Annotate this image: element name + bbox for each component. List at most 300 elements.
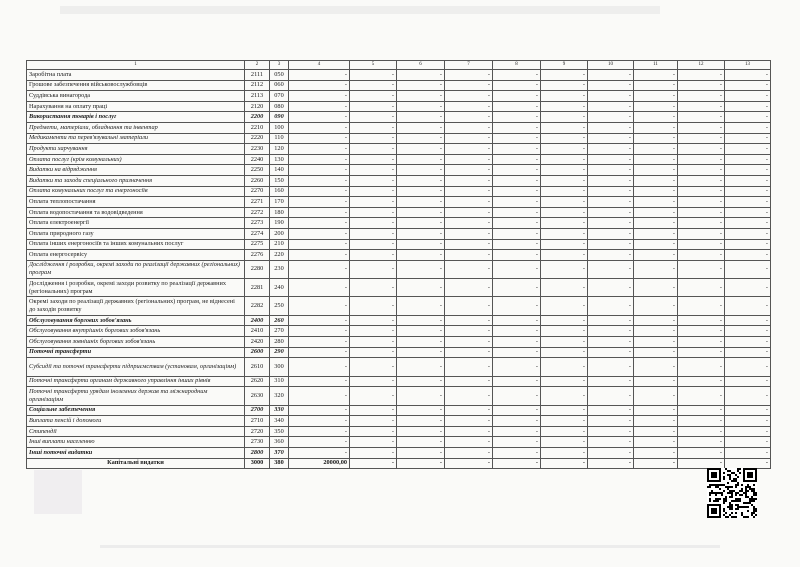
row-name: Нарахування на оплату праці	[27, 101, 245, 112]
value-cell: -	[493, 70, 541, 81]
value-cell: -	[397, 347, 445, 358]
value-cell: -	[289, 297, 350, 315]
expenditure-table	[26, 60, 771, 469]
value-cell: -	[289, 197, 350, 208]
value-cell: -	[350, 279, 397, 297]
value-cell: -	[634, 122, 678, 133]
table-row	[27, 154, 771, 165]
row-name: Оплата природного газу	[27, 228, 245, 239]
value-cell: -	[725, 112, 771, 123]
value-cell: -	[588, 326, 634, 337]
table-row	[27, 70, 771, 81]
value-cell: -	[350, 358, 397, 376]
table-row	[27, 260, 771, 278]
value-cell: -	[588, 437, 634, 448]
line-code: 080	[270, 101, 289, 112]
value-cell: -	[588, 458, 634, 469]
row-name: Поточні трансферти органам державного управління інших рівнів	[27, 376, 245, 387]
value-cell: -	[725, 337, 771, 348]
value-cell: -	[289, 70, 350, 81]
kekv-code: 2250	[245, 165, 270, 176]
table-row	[27, 112, 771, 123]
value-cell: -	[541, 228, 588, 239]
value-cell: -	[445, 260, 493, 278]
value-cell: -	[634, 437, 678, 448]
column-number: 11	[634, 61, 678, 70]
value-cell: -	[493, 315, 541, 326]
value-cell: -	[445, 175, 493, 186]
line-code: 260	[270, 315, 289, 326]
value-cell: -	[634, 91, 678, 102]
value-cell: -	[634, 154, 678, 165]
kekv-code: 2720	[245, 426, 270, 437]
table-row	[27, 144, 771, 155]
value-cell: -	[445, 144, 493, 155]
value-cell: -	[350, 186, 397, 197]
faded-stamp	[34, 470, 82, 514]
value-cell: -	[725, 91, 771, 102]
value-cell: -	[493, 376, 541, 387]
row-name: Використання товарів і послуг	[27, 112, 245, 123]
value-cell: -	[397, 260, 445, 278]
value-cell: -	[445, 337, 493, 348]
row-name: Продукти харчування	[27, 144, 245, 155]
value-cell: -	[397, 175, 445, 186]
value-cell: -	[588, 133, 634, 144]
value-cell: -	[541, 207, 588, 218]
value-cell: -	[634, 297, 678, 315]
value-cell: -	[289, 80, 350, 91]
value-cell: -	[445, 133, 493, 144]
value-cell: -	[541, 416, 588, 427]
value-cell: -	[725, 260, 771, 278]
value-cell: -	[725, 228, 771, 239]
value-cell: -	[634, 218, 678, 229]
value-cell: -	[541, 447, 588, 458]
value-cell: -	[588, 387, 634, 405]
value-cell: -	[588, 144, 634, 155]
value-cell: -	[493, 447, 541, 458]
kekv-code: 2730	[245, 437, 270, 448]
row-name: Оплата водопостачання та водовідведення	[27, 207, 245, 218]
value-cell: -	[445, 218, 493, 229]
value-cell: -	[678, 458, 725, 469]
row-name: Обслуговування внутрішніх боргових зобов'язань	[27, 326, 245, 337]
kekv-code: 2210	[245, 122, 270, 133]
value-cell: -	[541, 218, 588, 229]
value-cell: -	[678, 70, 725, 81]
value-cell: -	[725, 447, 771, 458]
value-cell: -	[289, 405, 350, 416]
value-cell: -	[289, 437, 350, 448]
value-cell: -	[493, 207, 541, 218]
value-cell: -	[725, 175, 771, 186]
value-cell: -	[541, 387, 588, 405]
value-cell: -	[289, 186, 350, 197]
value-cell: -	[397, 376, 445, 387]
value-cell: -	[397, 122, 445, 133]
value-cell: -	[289, 326, 350, 337]
value-cell: -	[634, 376, 678, 387]
value-cell: -	[725, 207, 771, 218]
line-code: 310	[270, 376, 289, 387]
row-name: Видатки та заходи спеціального призначення	[27, 175, 245, 186]
value-cell: -	[634, 260, 678, 278]
table-row	[27, 91, 771, 102]
value-cell: -	[678, 218, 725, 229]
value-cell: -	[634, 337, 678, 348]
value-cell: -	[541, 437, 588, 448]
value-cell: -	[350, 405, 397, 416]
kekv-code: 2120	[245, 101, 270, 112]
kekv-code: 2272	[245, 207, 270, 218]
value-cell: -	[634, 207, 678, 218]
value-cell: -	[678, 165, 725, 176]
table-row	[27, 447, 771, 458]
value-cell: -	[397, 458, 445, 469]
value-cell: -	[445, 207, 493, 218]
value-cell: -	[493, 197, 541, 208]
table-row	[27, 426, 771, 437]
value-cell: -	[493, 358, 541, 376]
line-code: 210	[270, 239, 289, 250]
value-cell: -	[725, 458, 771, 469]
value-cell: -	[397, 250, 445, 261]
value-cell: -	[493, 405, 541, 416]
value-cell: -	[493, 387, 541, 405]
table-row	[27, 326, 771, 337]
value-cell: -	[678, 347, 725, 358]
value-cell: -	[493, 250, 541, 261]
line-code: 170	[270, 197, 289, 208]
kekv-code: 2271	[245, 197, 270, 208]
value-cell: -	[445, 447, 493, 458]
value-cell: -	[445, 250, 493, 261]
value-cell: -	[678, 376, 725, 387]
value-cell: -	[634, 186, 678, 197]
row-name: Соціальне забезпечення	[27, 405, 245, 416]
value-cell: -	[678, 239, 725, 250]
table-row	[27, 197, 771, 208]
value-cell: -	[289, 91, 350, 102]
value-cell: -	[588, 207, 634, 218]
value-cell: -	[493, 426, 541, 437]
value-cell: -	[397, 387, 445, 405]
value-cell: -	[634, 239, 678, 250]
value-cell: -	[541, 70, 588, 81]
value-cell: -	[588, 297, 634, 315]
line-code: 200	[270, 228, 289, 239]
row-name: Поточні трансферти урядам іноземних держав та міжнародним організаціям	[27, 387, 245, 405]
value-cell: -	[634, 197, 678, 208]
value-cell: -	[725, 416, 771, 427]
value-cell: -	[678, 337, 725, 348]
value-cell: -	[289, 144, 350, 155]
line-code: 250	[270, 297, 289, 315]
table-row	[27, 458, 771, 469]
value-cell: -	[678, 207, 725, 218]
value-cell: -	[634, 426, 678, 437]
line-code: 070	[270, 91, 289, 102]
row-name: Грошове забезпечення військовослужбовців	[27, 80, 245, 91]
value-cell: -	[350, 144, 397, 155]
kekv-code: 2273	[245, 218, 270, 229]
value-cell: -	[493, 175, 541, 186]
value-cell: -	[588, 80, 634, 91]
value-cell: -	[397, 326, 445, 337]
kekv-code: 2420	[245, 337, 270, 348]
value-cell: -	[678, 122, 725, 133]
line-code: 060	[270, 80, 289, 91]
row-name: Субсидії та поточні трансферти підприємствам (установам, організаціям)	[27, 358, 245, 376]
value-cell: -	[634, 387, 678, 405]
value-cell: -	[541, 122, 588, 133]
value-cell: -	[541, 133, 588, 144]
value-cell: -	[350, 228, 397, 239]
value-cell: -	[445, 80, 493, 91]
value-cell: -	[588, 101, 634, 112]
value-cell: -	[725, 437, 771, 448]
value-cell: -	[541, 101, 588, 112]
line-code: 330	[270, 405, 289, 416]
value-cell: -	[634, 101, 678, 112]
value-cell: -	[634, 228, 678, 239]
value-cell: -	[289, 218, 350, 229]
value-cell: -	[397, 70, 445, 81]
value-cell: -	[634, 250, 678, 261]
line-code: 110	[270, 133, 289, 144]
value-cell: -	[350, 297, 397, 315]
row-name: Інші поточні видатки	[27, 447, 245, 458]
value-cell: -	[397, 239, 445, 250]
value-cell: -	[350, 154, 397, 165]
value-cell: -	[588, 197, 634, 208]
value-cell: -	[350, 122, 397, 133]
table-row	[27, 250, 771, 261]
value-cell: -	[397, 447, 445, 458]
scan-artifact	[60, 6, 660, 14]
line-code: 290	[270, 347, 289, 358]
value-cell: -	[397, 297, 445, 315]
value-cell: -	[350, 91, 397, 102]
value-cell: -	[541, 337, 588, 348]
value-cell: -	[678, 326, 725, 337]
kekv-code: 2270	[245, 186, 270, 197]
value-cell: -	[493, 101, 541, 112]
value-cell: -	[493, 297, 541, 315]
value-cell: -	[678, 133, 725, 144]
value-cell: -	[493, 144, 541, 155]
row-name: Інші виплати населенню	[27, 437, 245, 448]
value-cell: -	[725, 133, 771, 144]
value-cell: -	[350, 165, 397, 176]
value-cell: -	[350, 70, 397, 81]
value-cell: -	[397, 405, 445, 416]
line-code: 300	[270, 358, 289, 376]
value-cell: -	[397, 207, 445, 218]
value-cell: -	[541, 279, 588, 297]
value-cell: -	[588, 91, 634, 102]
value-cell: -	[588, 358, 634, 376]
table-row	[27, 279, 771, 297]
value-cell: -	[397, 112, 445, 123]
value-cell: -	[678, 447, 725, 458]
value-cell: -	[350, 197, 397, 208]
value-cell: -	[445, 458, 493, 469]
value-cell: -	[445, 347, 493, 358]
line-code: 180	[270, 207, 289, 218]
value-cell: -	[493, 186, 541, 197]
value-cell: -	[397, 416, 445, 427]
value-cell: -	[289, 447, 350, 458]
table-row	[27, 376, 771, 387]
line-code: 370	[270, 447, 289, 458]
value-cell: -	[493, 122, 541, 133]
value-cell: -	[397, 144, 445, 155]
value-cell: -	[350, 260, 397, 278]
value-cell: -	[350, 239, 397, 250]
value-cell: -	[350, 207, 397, 218]
kekv-code: 2600	[245, 347, 270, 358]
value-cell: -	[289, 112, 350, 123]
value-cell: -	[678, 197, 725, 208]
value-cell: -	[588, 186, 634, 197]
value-cell: -	[678, 405, 725, 416]
value-cell: -	[397, 91, 445, 102]
value-cell: -	[493, 326, 541, 337]
column-number: 12	[678, 61, 725, 70]
column-number: 6	[397, 61, 445, 70]
line-code: 190	[270, 218, 289, 229]
value-cell: -	[541, 112, 588, 123]
value-cell: -	[445, 279, 493, 297]
value-cell: -	[289, 260, 350, 278]
value-cell: -	[678, 358, 725, 376]
row-name: Оплата електроенергії	[27, 218, 245, 229]
value-cell: -	[445, 426, 493, 437]
table-row	[27, 239, 771, 250]
value-cell: -	[634, 458, 678, 469]
value-cell: -	[445, 197, 493, 208]
value-cell: -	[493, 347, 541, 358]
table-row	[27, 405, 771, 416]
scan-artifact	[100, 545, 720, 548]
value-cell: -	[350, 175, 397, 186]
value-cell: -	[588, 154, 634, 165]
line-code: 150	[270, 175, 289, 186]
value-cell: -	[289, 239, 350, 250]
value-cell: -	[350, 315, 397, 326]
value-cell: -	[678, 260, 725, 278]
row-name: Дослідження і розробки, окремі заходи розвитку по реалізації державних (регіональних) програм	[27, 279, 245, 297]
value-cell: -	[588, 70, 634, 81]
value-cell: -	[541, 297, 588, 315]
kekv-code: 2281	[245, 279, 270, 297]
value-cell: -	[588, 122, 634, 133]
value-cell: -	[445, 101, 493, 112]
value-cell: -	[588, 347, 634, 358]
kekv-code: 2282	[245, 297, 270, 315]
value-cell: -	[678, 144, 725, 155]
value-cell: -	[350, 112, 397, 123]
value-cell: -	[678, 437, 725, 448]
value-cell: -	[678, 297, 725, 315]
value-cell: -	[541, 175, 588, 186]
column-number: 13	[725, 61, 771, 70]
value-cell: -	[397, 154, 445, 165]
row-name: Обслуговування зовнішніх боргових зобов'язань	[27, 337, 245, 348]
value-cell: -	[541, 80, 588, 91]
value-cell: -	[725, 186, 771, 197]
value-cell: -	[350, 347, 397, 358]
value-cell: -	[493, 239, 541, 250]
column-number: 3	[270, 61, 289, 70]
table-row	[27, 337, 771, 348]
value-cell: -	[445, 91, 493, 102]
value-cell: -	[634, 347, 678, 358]
value-cell: -	[350, 416, 397, 427]
value-cell: 20000,00	[289, 458, 350, 469]
column-number: 10	[588, 61, 634, 70]
value-cell: -	[350, 80, 397, 91]
value-cell: -	[678, 315, 725, 326]
value-cell: -	[725, 101, 771, 112]
kekv-code: 2610	[245, 358, 270, 376]
line-code: 130	[270, 154, 289, 165]
column-number: 1	[27, 61, 245, 70]
kekv-code: 2240	[245, 154, 270, 165]
value-cell: -	[725, 376, 771, 387]
value-cell: -	[350, 447, 397, 458]
row-name: Оплата комунальних послуг та енергоносіїв	[27, 186, 245, 197]
row-name: Обслуговування боргових зобов'язань	[27, 315, 245, 326]
row-name: Оплата інших енергоносіїв та інших комунальних послуг	[27, 239, 245, 250]
row-name: Поточні трансферти	[27, 347, 245, 358]
kekv-code: 2200	[245, 112, 270, 123]
value-cell: -	[289, 387, 350, 405]
kekv-code: 2230	[245, 144, 270, 155]
value-cell: -	[634, 447, 678, 458]
value-cell: -	[493, 437, 541, 448]
value-cell: -	[350, 337, 397, 348]
value-cell: -	[588, 337, 634, 348]
value-cell: -	[634, 315, 678, 326]
value-cell: -	[725, 358, 771, 376]
value-cell: -	[289, 358, 350, 376]
kekv-code: 2220	[245, 133, 270, 144]
row-name: Предмети, матеріали, обладнання та інвентар	[27, 122, 245, 133]
line-code: 160	[270, 186, 289, 197]
row-name: Оплата теплопостачання	[27, 197, 245, 208]
value-cell: -	[397, 80, 445, 91]
row-name: Медикаменти та перев'язувальні матеріали	[27, 133, 245, 144]
table-row	[27, 80, 771, 91]
value-cell: -	[678, 101, 725, 112]
value-cell: -	[725, 197, 771, 208]
column-number: 4	[289, 61, 350, 70]
kekv-code: 2113	[245, 91, 270, 102]
value-cell: -	[678, 250, 725, 261]
value-cell: -	[493, 228, 541, 239]
value-cell: -	[678, 112, 725, 123]
value-cell: -	[350, 218, 397, 229]
value-cell: -	[588, 416, 634, 427]
table-row	[27, 122, 771, 133]
table-row	[27, 218, 771, 229]
value-cell: -	[588, 165, 634, 176]
kekv-code: 2800	[245, 447, 270, 458]
value-cell: -	[445, 186, 493, 197]
